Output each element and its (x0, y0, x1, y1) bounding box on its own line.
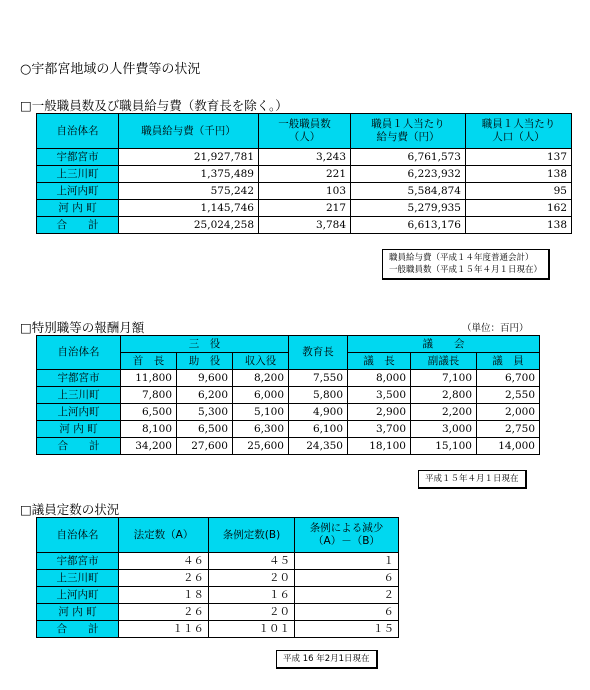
cell: 11,800 (121, 370, 177, 387)
cell: 2,750 (477, 421, 540, 438)
cell: 34,200 (121, 438, 177, 455)
cell: 2,000 (477, 404, 540, 421)
cell: 24,350 (289, 438, 348, 455)
cell: 6,223,932 (351, 166, 466, 183)
table-row (37, 570, 399, 587)
cell: 7,800 (121, 387, 177, 404)
table-row (37, 587, 399, 604)
cell: 25,600 (233, 438, 289, 455)
row-name: 上三川町 (37, 166, 119, 183)
header-kyoikucho: 教育長 (289, 336, 348, 370)
cell: 3,000 (411, 421, 477, 438)
cell: 5,279,935 (351, 200, 466, 217)
cell: 6,500 (177, 421, 233, 438)
header-chair: 議 長 (348, 353, 411, 370)
cell: 5,584,874 (351, 183, 466, 200)
row-name: 宇都宮市 (37, 149, 119, 166)
note-line: 一般職員数（平成１５年４月１日現在） (389, 265, 543, 275)
remuneration-table (36, 335, 540, 455)
cell: 14,000 (477, 438, 540, 455)
cell: 15,100 (411, 438, 477, 455)
cell: 8,000 (348, 370, 411, 387)
councilors-table (36, 517, 399, 638)
cell: ６ (295, 570, 399, 587)
cell: ２０ (209, 604, 295, 621)
page-title: ○宇都宮地域の人件費等の状況 (20, 62, 201, 77)
cell: ２ (295, 587, 399, 604)
table-row (37, 604, 399, 621)
cell: 8,100 (121, 421, 177, 438)
cell: 6,700 (477, 370, 540, 387)
salary-table (36, 113, 572, 234)
cell: 95 (466, 183, 572, 200)
cell: 6,300 (233, 421, 289, 438)
cell: 6,200 (177, 387, 233, 404)
cell: １８ (119, 587, 209, 604)
cell: 138 (466, 217, 572, 234)
cell: 2,800 (411, 387, 477, 404)
cell: 575,242 (119, 183, 259, 200)
cell: 7,550 (289, 370, 348, 387)
cell: １０１ (209, 621, 295, 638)
cell: 138 (466, 166, 572, 183)
header-ordinance-number: 条例定数(B) (209, 518, 295, 553)
header-legal-number: 法定数（A） (119, 518, 209, 553)
cell: 3,243 (259, 149, 351, 166)
salary-note (382, 249, 550, 280)
table-row (37, 387, 540, 404)
header-vice-chair: 副議長 (411, 353, 477, 370)
cell: １６ (209, 587, 295, 604)
cell: 3,784 (259, 217, 351, 234)
cell: ２０ (209, 570, 295, 587)
row-name: 上河内町 (37, 587, 119, 604)
table-row-total (37, 438, 540, 455)
cell: 2,900 (348, 404, 411, 421)
table-row (37, 553, 399, 570)
header-population-per-staff: 職員１人当たり 人口（人） (466, 114, 572, 149)
row-name: 上河内町 (37, 404, 121, 421)
header-salary-per-staff: 職員１人当たり 給与費（円） (351, 114, 466, 149)
header-municipality: 自治体名 (37, 518, 119, 553)
table-row-total (37, 217, 572, 234)
table-row-total (37, 621, 399, 638)
row-name: 上三川町 (37, 570, 119, 587)
row-name: 宇都宮市 (37, 370, 121, 387)
header-member: 議 員 (477, 353, 540, 370)
cell: 7,100 (411, 370, 477, 387)
cell: 1,145,746 (119, 200, 259, 217)
row-name: 河 内 町 (37, 604, 119, 621)
cell: 9,600 (177, 370, 233, 387)
cell: 162 (466, 200, 572, 217)
cell: ２６ (119, 570, 209, 587)
row-name: 合 計 (37, 217, 119, 234)
cell: 6,000 (233, 387, 289, 404)
header-municipality: 自治体名 (37, 336, 121, 370)
cell: 21,927,781 (119, 149, 259, 166)
row-name: 合 計 (37, 621, 119, 638)
cell: １５ (295, 621, 399, 638)
row-name: 合 計 (37, 438, 121, 455)
header-reduction: 条例による減少 （A）－（B） (295, 518, 399, 553)
row-name: 河 内 町 (37, 421, 121, 438)
unit-label: （単位：百円） (462, 323, 529, 334)
cell: ２６ (119, 604, 209, 621)
cell: 1,375,489 (119, 166, 259, 183)
header-deputy: 助 役 (177, 353, 233, 370)
cell: 27,600 (177, 438, 233, 455)
section1-title: □一般職員数及び職員給与費（教育長を除く。） (20, 98, 288, 113)
table-row (37, 149, 572, 166)
row-name: 河 内 町 (37, 200, 119, 217)
cell: 4,900 (289, 404, 348, 421)
cell: １ (295, 553, 399, 570)
header-mayor: 首 長 (121, 353, 177, 370)
cell: 6,500 (121, 404, 177, 421)
cell: ４６ (119, 553, 209, 570)
table-row (37, 200, 572, 217)
cell: １１６ (119, 621, 209, 638)
header-staff-count: 一般職員数 （人） (259, 114, 351, 149)
remuneration-note: 平成１５年４月１日現在 (418, 470, 527, 489)
cell: 5,300 (177, 404, 233, 421)
cell: 5,800 (289, 387, 348, 404)
cell: 18,100 (348, 438, 411, 455)
cell: 3,700 (348, 421, 411, 438)
cell: 5,100 (233, 404, 289, 421)
row-name: 上三川町 (37, 387, 121, 404)
table-row (37, 370, 540, 387)
table-row (37, 166, 572, 183)
cell: 6,761,573 (351, 149, 466, 166)
cell: 2,550 (477, 387, 540, 404)
cell: 8,200 (233, 370, 289, 387)
table-row (37, 421, 540, 438)
note-line: 職員給与費（平成１４年度普通会計） (389, 253, 534, 263)
cell: ４５ (209, 553, 295, 570)
cell: 3,500 (348, 387, 411, 404)
councilors-note: 平成 16 年2月1日現在 (276, 650, 378, 669)
header-municipality: 自治体名 (37, 114, 119, 149)
table-row (37, 183, 572, 200)
header-sanyaku: 三 役 (121, 336, 289, 353)
cell: 6,100 (289, 421, 348, 438)
header-treasurer: 収入役 (233, 353, 289, 370)
cell: 217 (259, 200, 351, 217)
cell: 137 (466, 149, 572, 166)
section3-title: □議員定数の状況 (20, 502, 120, 517)
cell: 25,024,258 (119, 217, 259, 234)
cell: ６ (295, 604, 399, 621)
header-salary-total: 職員給与費（千円） (119, 114, 259, 149)
section2-title: □特別職等の報酬月額 (20, 320, 145, 335)
cell: 221 (259, 166, 351, 183)
cell: 6,613,176 (351, 217, 466, 234)
cell: 2,200 (411, 404, 477, 421)
row-name: 上河内町 (37, 183, 119, 200)
table-row (37, 404, 540, 421)
cell: 103 (259, 183, 351, 200)
row-name: 宇都宮市 (37, 553, 119, 570)
header-gikai: 議 会 (348, 336, 540, 353)
